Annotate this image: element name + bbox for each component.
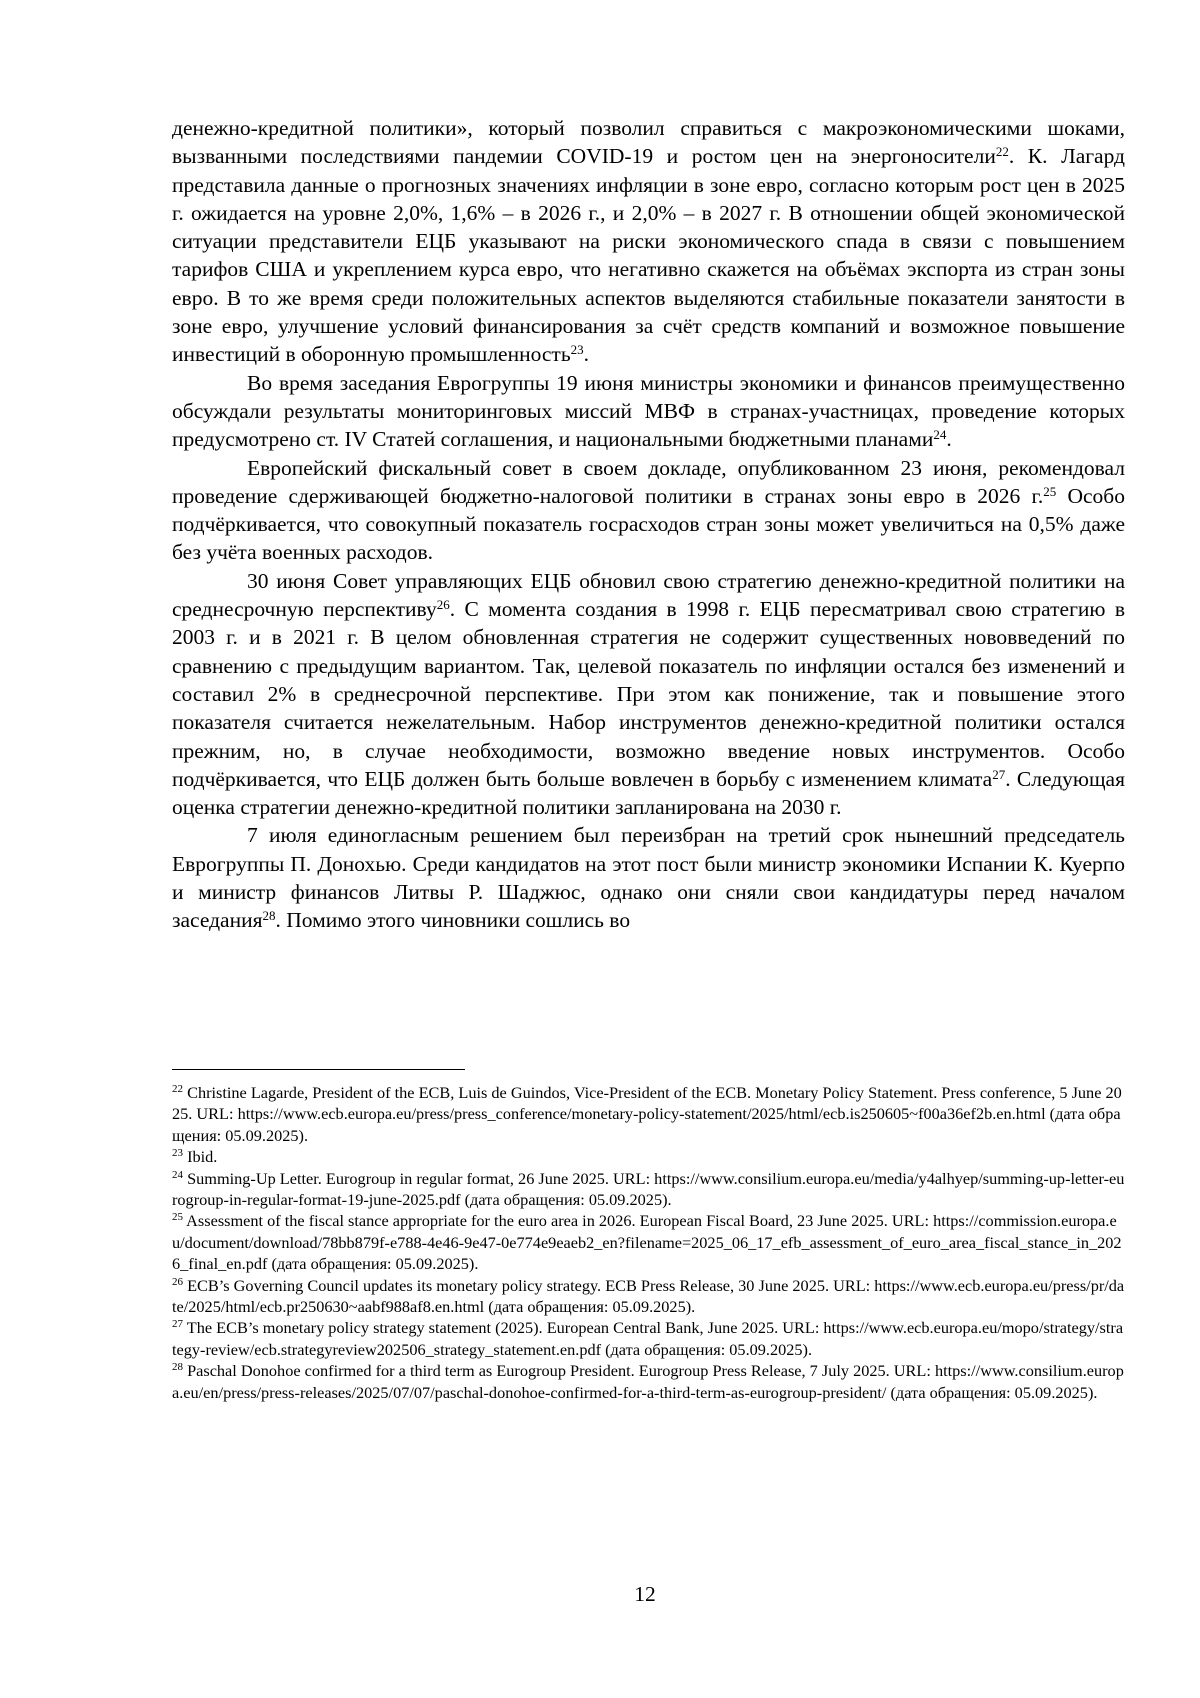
paragraph-text: . Следующая оценка стратегии денежно-кредитной политики запланирована на 2030 г. — [172, 766, 1125, 820]
paragraph-text: Европейский фискальный совет в своем докладе, опубликованном 23 июня, рекомендовал проведение сдерживающей бюджетно-налоговой политики в странах зоны евро в 2026 г. — [172, 455, 1125, 508]
body-text — [172, 114, 1125, 935]
footnote — [172, 1210, 1125, 1274]
footnote-ref: 25 — [1043, 483, 1057, 499]
footnote-ref: 24 — [933, 427, 947, 443]
footnote-number: 27 — [172, 1318, 183, 1331]
paragraph-text: . С момента создания в 1998 г. ЕЦБ пересматривал свою стратегию в 2003 г. и в 2021 г. В целом обновленная стратегия не содержит существенных нововведений по сравнению с предыдущим вариантом. Так, целевой показатель по инфляции остался без изменений и составил 2% в среднесрочной перспективе. При этом как понижение, так и повышение этого показателя считается нежелательным. Набор инструментов денежно-кредитной политики остался прежним, но, в случае необходимости, возможно введение новых инструментов. Особо подчёркивается, что ЕЦБ должен быть больше вовлечен в борьбу с изменением климата — [172, 597, 1126, 791]
footnote-text: Assessment of the fiscal stance appropriate for the euro area in 2026. European Fiscal Board, 23 June 2025. URL: https://commission.europa.eu/document/download/78bb879f-e788-4e46-9e47-0e774e9eaeb2_en?filename=2025_06_17_efb_assessment_of_euro_area_fiscal_stance_in_2026_final_en.pdf (дата обращения: 05.09.2025). — [172, 1211, 1122, 1274]
paragraph-text: 30 июня Совет управляющих ЕЦБ обновил свою стратегию денежно-кредитной политики на среднесрочную перспективу — [172, 568, 1125, 622]
footnote — [172, 1168, 1125, 1211]
footnote-number: 23 — [172, 1147, 183, 1160]
paragraph — [172, 454, 1125, 567]
paragraph-text: . — [583, 342, 590, 367]
footnote — [172, 1275, 1125, 1318]
footnote-text: The ECB’s monetary policy strategy statement (2025). European Central Bank, June 2025. URL: https://www.ecb.europa.eu/mopo/strategy/strategy-review/ecb.strategyreview202506_strategy_statement.en.pdf (дата обращения: 05.09.2025). — [172, 1318, 1124, 1359]
paragraph-text: Особо подчёркивается, что совокупный показатель госрасходов стран зоны может увеличиться на 0,5% даже без учёта военных расходов. — [172, 483, 1125, 565]
paragraph-text: . Помимо этого чиновники сошлись во — [275, 908, 631, 933]
footnote-text: Christine Lagarde, President of the ECB, Luis de Guindos, Vice-President of the ECB. Monetary Policy Statement. Press conference, 5 June 2025. URL: https://www.ecb.europa.eu/press/press_conference/monetary-policy-statement/2025/html/ecb.is250605~f00a36ef2b.en.html (дата обращения: 05.09.2025). — [172, 1083, 1122, 1145]
footnote — [172, 1146, 1125, 1167]
footnote-number: 28 — [172, 1361, 183, 1374]
page-number: 12 — [634, 1582, 656, 1606]
paragraph — [172, 369, 1125, 454]
paragraph-text: 7 июля единогласным решением был переизбран на третий срок нынешний председатель Еврогруппы П. Донохью. Среди кандидатов на этот пост были министр экономики Испании К. Куерпо и министр финансов Литвы Р. Шаджюс, однако они сняли свои кандидатуры перед началом заседания — [172, 823, 1125, 933]
paragraph-text: . К. Лагард представила данные о прогнозных значениях инфляции в зоне евро, согласно которым рост цен в 2025 г. ожидается на уровне 2,0%, 1,6% – в 2026 г., и 2,0% – в 2027 г. В отношении общей экономической ситуации представители ЕЦБ указывают на риски экономического спада в связи с повышением тарифов США и укреплением курса евро, что негативно скажется на объёмах экспорта из стран зоны евро. В то же время среди положительных аспектов выделяются стабильные показатели занятости в зоне евро, улучшение условий финансирования за счёт средств компаний и возможное повышение инвестиций в оборонную промышленность — [172, 144, 1126, 367]
footnote-text: Ibid. — [187, 1147, 218, 1167]
paragraph-text: Во время заседания Еврогруппы 19 июня министры экономики и финансов преимущественно обсуждали результаты мониторинговых миссий МВФ в странах-участницах, проведение которых предусмотрено ст. IV Статей соглашения, и национальными бюджетными планами — [172, 370, 1125, 452]
footnote-text: ECB’s Governing Council updates its monetary policy strategy. ECB Press Release, 30 June 2025. URL: https://www.ecb.europa.eu/press/pr/date/2025/html/ecb.pr250630~aabf988af8.en.html (дата обращения: 05.09.2025). — [172, 1275, 1125, 1317]
footnote-ref: 23 — [570, 342, 584, 358]
footnote-number: 26 — [172, 1275, 183, 1288]
footnote-number: 24 — [172, 1168, 183, 1181]
footnote — [172, 1360, 1125, 1403]
footnote-ref: 27 — [992, 766, 1006, 782]
footnote-text: Paschal Donohoe confirmed for a third term as Eurogroup President. Eurogroup Press Release, 7 July 2025. URL: https://www.consilium.europa.eu/en/press/press-releases/2025/07/07/paschal-donohoe-confirmed-for-a-third-term-as-eurogroup-president/ (дата обращения: 05.09.2025). — [172, 1361, 1124, 1402]
paragraph — [172, 821, 1125, 934]
paragraph-text: денежно-кредитной политики», который позволил справиться с макроэкономическими шоками, вызванными последствиями пандемии COVID-19 и ростом цен на энергоносители — [172, 116, 1125, 169]
paragraph — [172, 567, 1125, 822]
footnote — [172, 1082, 1125, 1146]
footnote-ref: 26 — [436, 597, 450, 613]
footnote-number: 22 — [172, 1083, 183, 1095]
footnotes — [172, 1082, 1125, 1403]
paragraph-text: . — [946, 427, 952, 452]
footnote-separator — [172, 1069, 465, 1070]
paragraph — [172, 114, 1125, 369]
footnote-ref: 22 — [995, 144, 1009, 160]
footnote-number: 25 — [172, 1211, 183, 1224]
footnote-text: Summing-Up Letter. Eurogroup in regular format, 26 June 2025. URL: https://www.consilium.europa.eu/media/y4alhyep/summing-up-letter-eurogroup-in-regular-format-19-june-2025.pdf (дата обращения: 05.09.2025). — [172, 1168, 1125, 1210]
footnote — [172, 1317, 1125, 1360]
footnote-ref: 28 — [262, 908, 276, 924]
